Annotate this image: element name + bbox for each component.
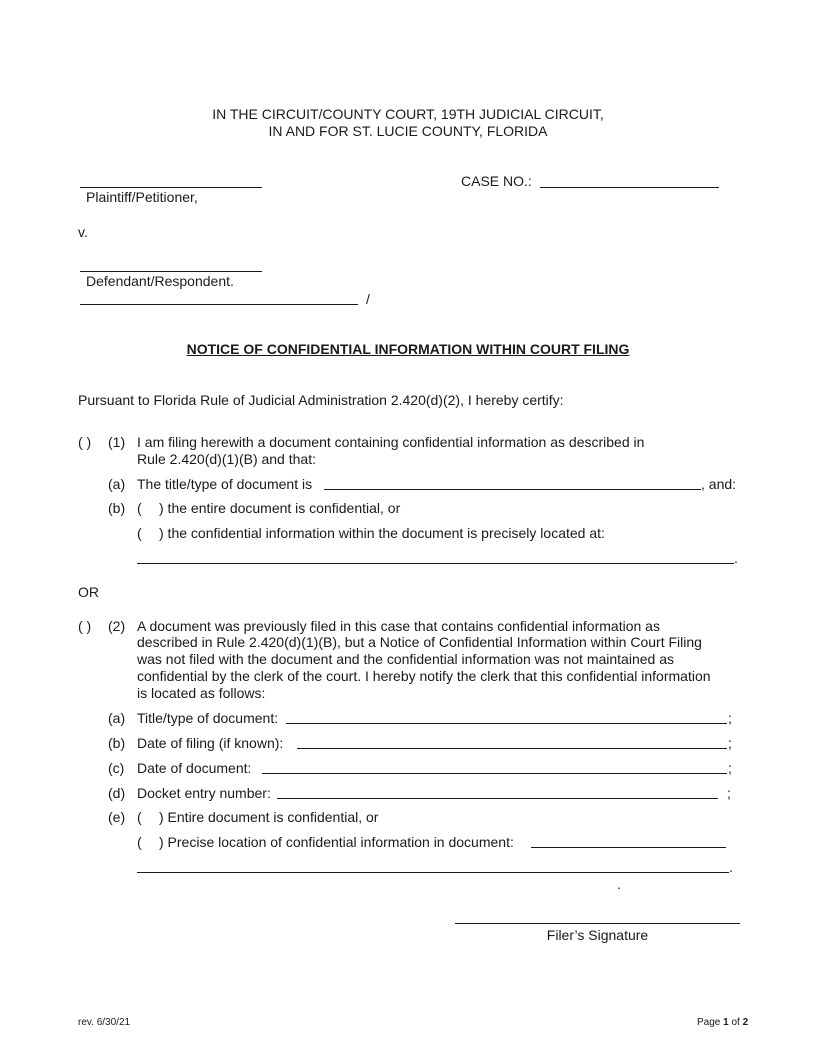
section1-a-label: (a) [108, 476, 126, 492]
section2-e-label: (e) [108, 809, 126, 825]
title-type-line[interactable] [286, 723, 727, 724]
or-text: OR [78, 584, 99, 600]
date-of-document-line[interactable] [262, 773, 727, 774]
page-of: of [731, 1017, 740, 1028]
page-current: 1 [723, 1017, 729, 1028]
semicolon: ; [728, 760, 732, 776]
section2-e-option1: ) Entire document is confidential, or [159, 809, 379, 825]
stray-period: . [617, 876, 621, 892]
section2-text-line: confidential by the clerk of the court. I hereby notify the clerk that this confidential information [137, 668, 711, 684]
court-name-line2: IN AND FOR ST. LUCIE COUNTY, FLORIDA [268, 123, 548, 139]
revision-date: rev. 6/30/21 [78, 1017, 131, 1028]
section1-b-checkbox1[interactable]: ( [137, 500, 150, 516]
page-total: 2 [742, 1017, 749, 1028]
signature-line[interactable] [455, 923, 740, 924]
section2-e-checkbox1[interactable]: ( [137, 809, 150, 825]
date-of-filing-line[interactable] [297, 748, 727, 749]
section2-e-checkbox2[interactable]: ( [137, 834, 150, 850]
section2-text-line: A document was previously filed in this case that contains confidential information as [137, 618, 660, 634]
case-number-label: CASE NO.: [461, 173, 532, 189]
precise-location-line[interactable] [531, 847, 726, 848]
section2-e-option2: ) Precise location of confidential information in document: [159, 834, 514, 850]
section2-item-text: Date of document: [137, 760, 252, 776]
section1-a-suffix: , and: [701, 476, 737, 492]
document-title-line[interactable] [324, 489, 701, 490]
semicolon: ; [727, 785, 731, 801]
section2-period: . [729, 859, 733, 875]
section1-a-text: The title/type of document is [137, 476, 313, 492]
signature-label: Filer’s Signature [546, 927, 649, 943]
versus-text: v. [78, 224, 88, 240]
caption-slash: / [366, 291, 370, 307]
section2-checkbox[interactable]: ( ) [78, 618, 92, 634]
section2-text-line: described in Rule 2.420(d)(1)(B), but a Notice of Confidential Information within Court Filing [137, 634, 702, 650]
section2-item-text: Docket entry number: [137, 785, 271, 801]
section2-item-label: (a) [108, 710, 126, 726]
defendant-name-line[interactable] [80, 271, 262, 272]
defendant-label: Defendant/Respondent. [86, 273, 234, 289]
section2-item-text: Title/type of document: [137, 710, 279, 726]
plaintiff-label: Plaintiff/Petitioner, [86, 189, 198, 205]
notice-title: NOTICE OF CONFIDENTIAL INFORMATION WITHIN COURT FILING [186, 341, 630, 357]
section1-b-checkbox2[interactable]: ( [137, 525, 150, 541]
section2-item-text: Date of filing (if known): [137, 735, 284, 751]
semicolon: ; [728, 710, 732, 726]
section1-period: . [734, 550, 738, 566]
location-line[interactable] [137, 563, 734, 564]
section2-item-label: (d) [108, 785, 126, 801]
section1-b-option2: ) the confidential information within the document is precisely located at: [159, 525, 605, 541]
section1-b-option1: ) the entire document is confidential, or [159, 500, 401, 516]
section1-text-line1: I am filing herewith a document containing confidential information as described in [137, 434, 645, 450]
section2-item-label: (b) [108, 735, 126, 751]
section2-text-line: is located as follows: [137, 685, 266, 701]
semicolon: ; [728, 735, 732, 751]
precise-location-line-2[interactable] [137, 872, 729, 873]
section1-checkbox[interactable]: ( ) [78, 434, 92, 450]
page-number [697, 1017, 748, 1029]
page-prefix: Page [697, 1017, 721, 1028]
plaintiff-name-line[interactable] [80, 187, 262, 188]
docket-entry-line[interactable] [277, 798, 718, 799]
section2-number: (2) [108, 618, 126, 634]
section2-text-line: was not filed with the document and the confidential information was not maintained as [137, 651, 674, 667]
section1-number: (1) [108, 434, 126, 450]
section2-item-label: (c) [108, 760, 125, 776]
court-name-line1: IN THE CIRCUIT/COUNTY COURT, 19TH JUDICIAL CIRCUIT, [212, 106, 604, 122]
caption-closing-line [80, 304, 358, 305]
intro-text: Pursuant to Florida Rule of Judicial Administration 2.420(d)(2), I hereby certify: [78, 392, 564, 408]
case-number-line[interactable] [540, 187, 719, 188]
section1-text-line2: Rule 2.420(d)(1)(B) and that: [137, 451, 316, 467]
section1-b-label: (b) [108, 500, 126, 516]
